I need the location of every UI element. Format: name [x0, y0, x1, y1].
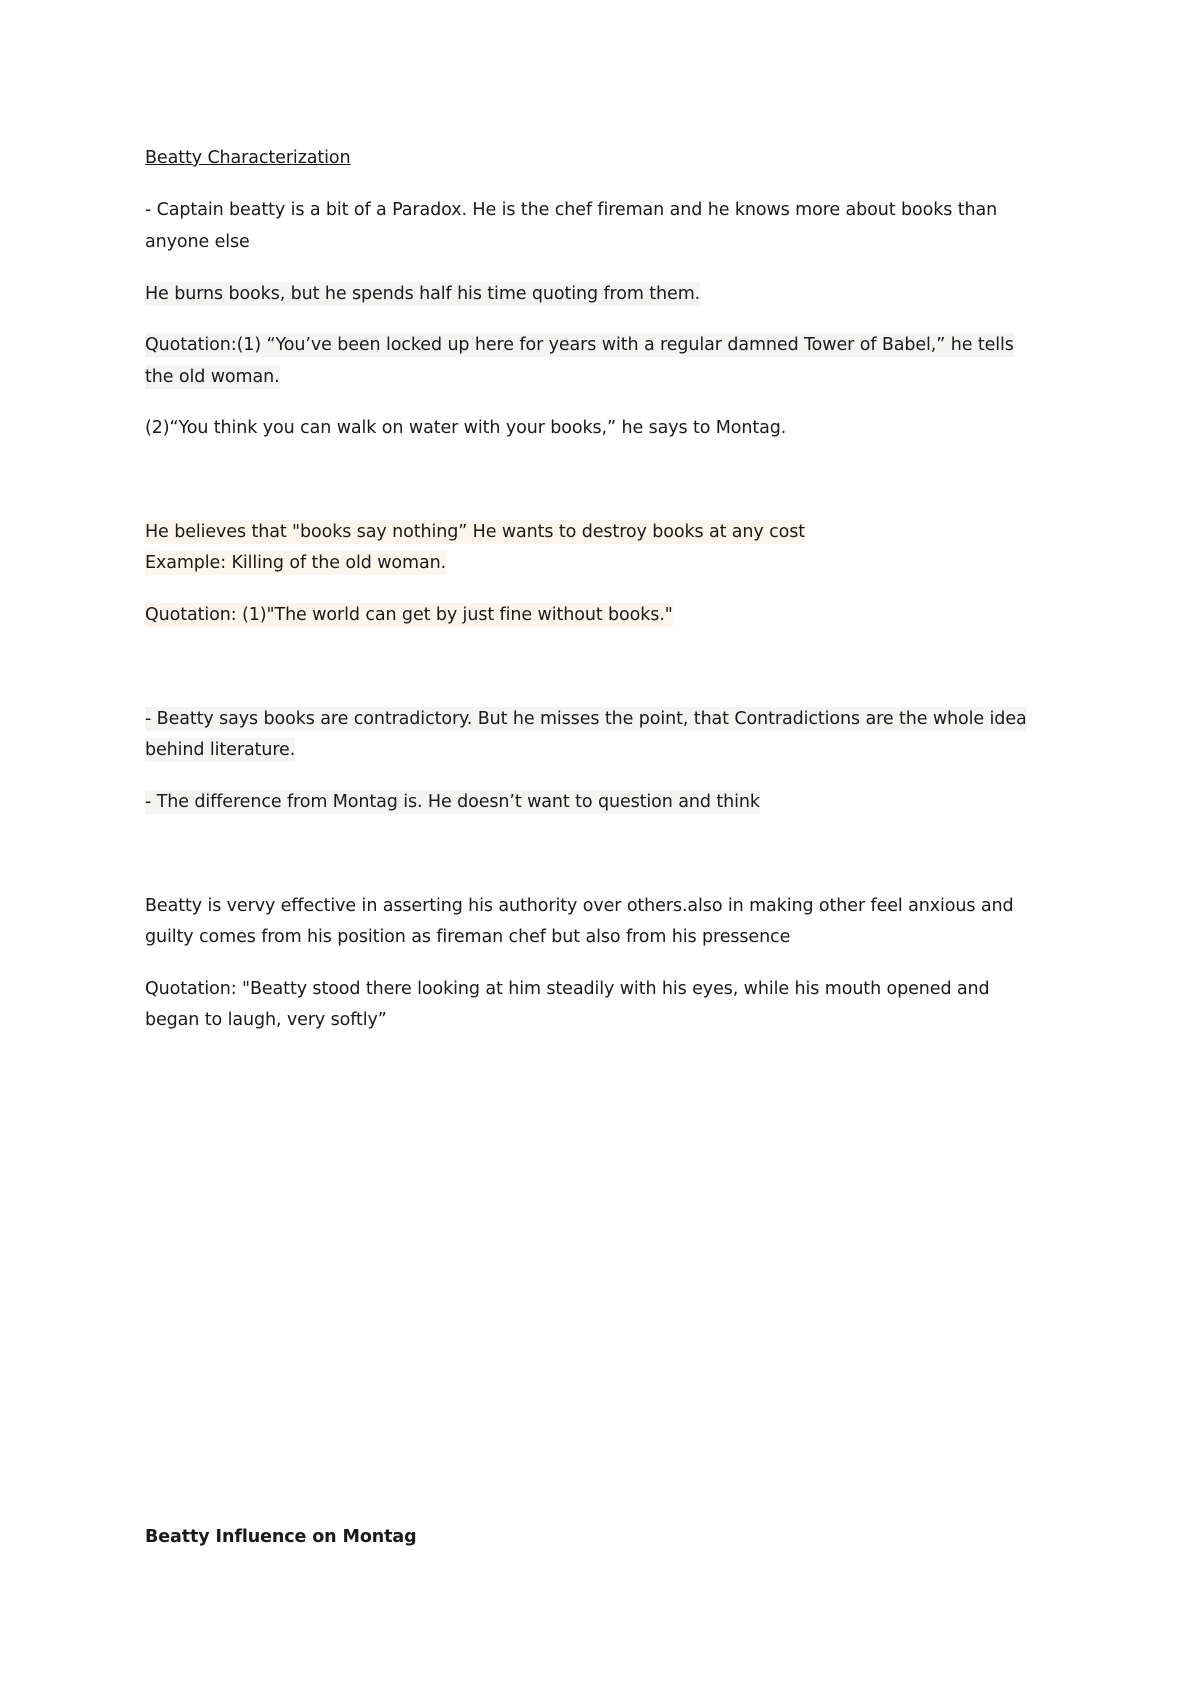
- paragraph-authority-line-1: Beatty is vervy effective in asserting his authority over others.also in making other feel anxious and: [145, 896, 1014, 916]
- paragraph-burns-books: He burns books, but he spends half his time quoting from them.: [145, 284, 701, 304]
- quotation-beatty-stood-line-2: began to laugh, very softly”: [145, 1010, 387, 1030]
- section-title-influence-on-montag: Beatty Influence on Montag: [145, 1527, 417, 1547]
- paragraph-paradox-line-1: - Captain beatty is a bit of a Paradox. He is the chef fireman and he knows more about books than: [145, 200, 998, 220]
- quotation-walk-on-water: (2)“You think you can walk on water with your books,” he says to Montag.: [145, 418, 787, 438]
- paragraph-contradictory-line-2: behind literature.: [145, 740, 296, 760]
- section-title-characterization: Beatty Characterization: [145, 148, 351, 168]
- paragraph-difference-from-montag: - The difference from Montag is. He doesn’t want to question and think: [145, 792, 760, 812]
- paragraph-books-say-nothing: He believes that "books say nothing” He wants to destroy books at any cost: [145, 522, 806, 542]
- paragraph-contradictory-line-1: - Beatty says books are contradictory. But he misses the point, that Contradictions are the whole idea: [145, 709, 1027, 729]
- quotation-beatty-stood-line-1: Quotation: "Beatty stood there looking at him steadily with his eyes, while his mouth opened and: [145, 979, 990, 999]
- paragraph-authority-line-2: guilty comes from his position as fireman chef but also from his pressence: [145, 927, 791, 947]
- paragraph-paradox-line-2: anyone else: [145, 232, 250, 252]
- quotation-world-without-books: Quotation: (1)"The world can get by just fine without books.": [145, 605, 673, 625]
- example-killing-old-woman: Example: Killing of the old woman.: [145, 553, 447, 573]
- quotation-tower-of-babel-line-2: the old woman.: [145, 367, 280, 387]
- quotation-tower-of-babel-line-1: Quotation:(1) “You’ve been locked up here for years with a regular damned Tower of Babel,” he tells: [145, 335, 1014, 355]
